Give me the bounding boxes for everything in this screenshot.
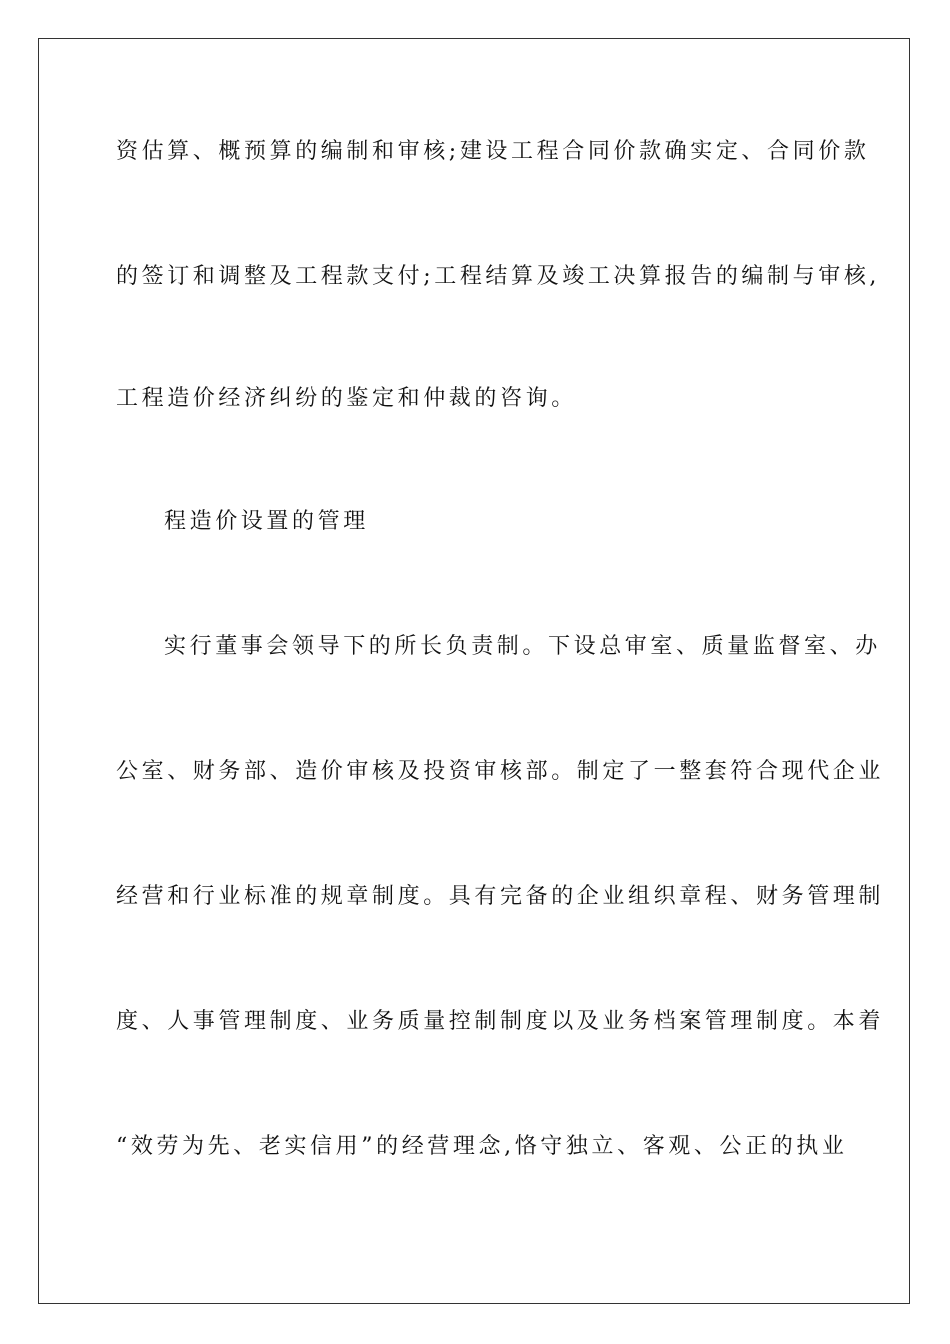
paragraph-line-7: 度、人事管理制度、业务质量控制制度以及业务档案管理制度。本着: [116, 1009, 885, 1034]
paragraph-line-6: 经营和行业标准的规章制度。具有完备的企业组织章程、财务管理制: [116, 884, 885, 909]
section-heading: 程造价设置的管理: [164, 509, 369, 534]
paragraph-line-1: 资估算、概预算的编制和审核;建设工程合同价款确实定、合同价款: [116, 139, 870, 164]
page-border: [38, 38, 910, 1304]
paragraph-line-4: 实行董事会领导下的所长负责制。下设总审室、质量监督室、办: [164, 634, 881, 659]
paragraph-line-2: 的签订和调整及工程款支付;工程结算及竣工决算报告的编制与审核,: [116, 264, 881, 289]
paragraph-line-8: “效劳为先、老实信用”的经营理念,恪守独立、客观、公正的执业: [116, 1134, 848, 1159]
paragraph-line-5: 公室、财务部、造价审核及投资审核部。制定了一整套符合现代企业: [116, 759, 885, 784]
paragraph-line-3: 工程造价经济纠纷的鉴定和仲裁的咨询。: [116, 386, 577, 411]
